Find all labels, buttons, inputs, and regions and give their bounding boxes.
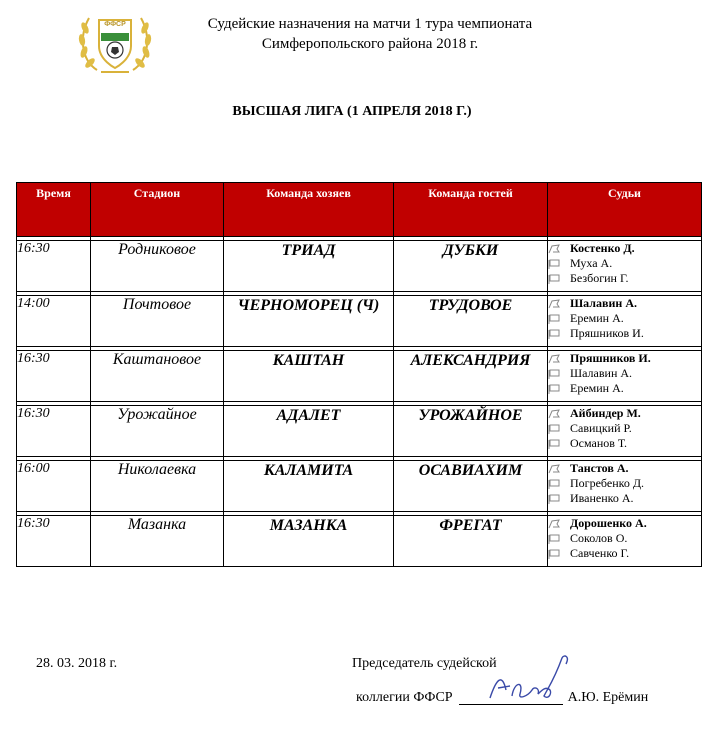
league-heading: ВЫСШАЯ ЛИГА (1 АПРЕЛЯ 2018 Г.) — [232, 104, 472, 119]
referee-whistle-icon — [548, 354, 560, 364]
referee-name: Шалавин А. — [570, 366, 633, 380]
referees-cell — [548, 296, 702, 347]
away-team: ФРЕГАТ — [394, 516, 548, 567]
away-team: ТРУДОВОЕ — [394, 296, 548, 347]
referee-name: Пряшников И. — [570, 326, 644, 340]
column-header: Время — [17, 183, 91, 237]
home-team: ЧЕРНОМОРЕЦ (Ч) — [224, 296, 394, 347]
column-header: Команда хозяев — [224, 183, 394, 237]
referee-name: Муха А. — [570, 256, 613, 270]
referee — [548, 546, 701, 561]
stadium: Почтовое — [91, 296, 224, 347]
referees-cell — [548, 516, 702, 567]
flag-icon — [548, 384, 560, 394]
referee-name: Пряшников И. — [570, 351, 651, 365]
flag-icon — [548, 274, 560, 284]
flag-icon — [548, 314, 560, 324]
flag-icon — [548, 479, 560, 489]
flag-icon — [548, 439, 560, 449]
flag-icon — [548, 494, 560, 504]
table-row — [17, 351, 702, 402]
stadium: Родниковое — [91, 241, 224, 292]
referees-cell — [548, 406, 702, 457]
ffsr-logo — [75, 6, 155, 80]
document-date: 28. 03. 2018 г. — [36, 656, 118, 671]
home-team: КАЛАМИТА — [224, 461, 394, 512]
flag-icon — [548, 329, 560, 339]
table-row — [17, 406, 702, 457]
column-header: Команда гостей — [394, 183, 548, 237]
referee — [548, 311, 701, 326]
stadium: Николаевка — [91, 461, 224, 512]
table-header-row — [17, 183, 702, 237]
title-line-2: Симферопольского района 2018 г. — [261, 36, 479, 52]
away-team: ОСАВИАХИМ — [394, 461, 548, 512]
referee — [548, 241, 701, 256]
referee-name: Соколов О. — [570, 531, 628, 545]
referee — [548, 476, 701, 491]
stadium: Урожайное — [91, 406, 224, 457]
referees-cell — [548, 241, 702, 292]
flag-icon — [548, 549, 560, 559]
handwritten-signature — [484, 650, 580, 710]
referee-name: Еремин А. — [570, 311, 624, 325]
chair-title: Председатель судейской — [352, 656, 497, 671]
referee — [548, 351, 701, 366]
away-team: ДУБКИ — [394, 241, 548, 292]
referee — [548, 366, 701, 381]
referee-name: Савицкий Р. — [570, 421, 632, 435]
referee-name: Еремин А. — [570, 381, 624, 395]
home-team: ТРИАД — [224, 241, 394, 292]
referee — [548, 436, 701, 451]
referee-name: Погребенко Д. — [570, 476, 645, 490]
table-row — [17, 516, 702, 567]
referee — [548, 491, 701, 506]
referee — [548, 421, 701, 436]
referee-whistle-icon — [548, 519, 560, 529]
home-team: АДАЛЕТ — [224, 406, 394, 457]
referee — [548, 271, 701, 286]
referee-whistle-icon — [548, 409, 560, 419]
chair-name: А.Ю. Ерёмин — [567, 690, 649, 705]
flag-icon — [548, 534, 560, 544]
referee — [548, 516, 701, 531]
away-team: АЛЕКСАНДРИЯ — [394, 351, 548, 402]
match-time: 16:30 — [17, 351, 91, 402]
referee-name: Безбогин Г. — [570, 271, 629, 285]
table-row — [17, 296, 702, 347]
table-row — [17, 461, 702, 512]
referee-name: Танстов А. — [570, 461, 629, 475]
column-header: Судьи — [548, 183, 702, 237]
referees-cell — [548, 351, 702, 402]
referee-name: Савченко Г. — [570, 546, 630, 560]
referees-cell — [548, 461, 702, 512]
referee-name: Айбиндер М. — [570, 406, 641, 420]
logo-text: ФФСР — [104, 21, 126, 28]
flag-icon — [548, 369, 560, 379]
home-team: МАЗАНКА — [224, 516, 394, 567]
referee-whistle-icon — [548, 299, 560, 309]
page-title — [150, 14, 590, 54]
chair-org: коллегии ФФСР — [356, 690, 453, 705]
referee — [548, 326, 701, 341]
schedule-table — [16, 182, 702, 567]
home-team: КАШТАН — [224, 351, 394, 402]
match-time: 16:30 — [17, 406, 91, 457]
referee-whistle-icon — [548, 244, 560, 254]
referee-name: Дорошенко А. — [570, 516, 647, 530]
referee-name: Шалавин А. — [570, 296, 637, 310]
referee — [548, 296, 701, 311]
stadium: Каштановое — [91, 351, 224, 402]
referee — [548, 256, 701, 271]
column-header: Стадион — [91, 183, 224, 237]
referee — [548, 381, 701, 396]
referee-name: Османов Т. — [570, 436, 628, 450]
table-row — [17, 241, 702, 292]
title-line-1: Судейские назначения на матчи 1 тура чемпионата — [207, 16, 533, 32]
match-time: 14:00 — [17, 296, 91, 347]
away-team: УРОЖАЙНОЕ — [394, 406, 548, 457]
referee — [548, 461, 701, 476]
stadium: Мазанка — [91, 516, 224, 567]
flag-icon — [548, 259, 560, 269]
referee-name: Иваненко А. — [570, 491, 634, 505]
referee — [548, 531, 701, 546]
referee-whistle-icon — [548, 464, 560, 474]
referee-name: Костенко Д. — [570, 241, 635, 255]
referee — [548, 406, 701, 421]
flag-icon — [548, 424, 560, 434]
match-time: 16:30 — [17, 241, 91, 292]
match-time: 16:30 — [17, 516, 91, 567]
match-time: 16:00 — [17, 461, 91, 512]
